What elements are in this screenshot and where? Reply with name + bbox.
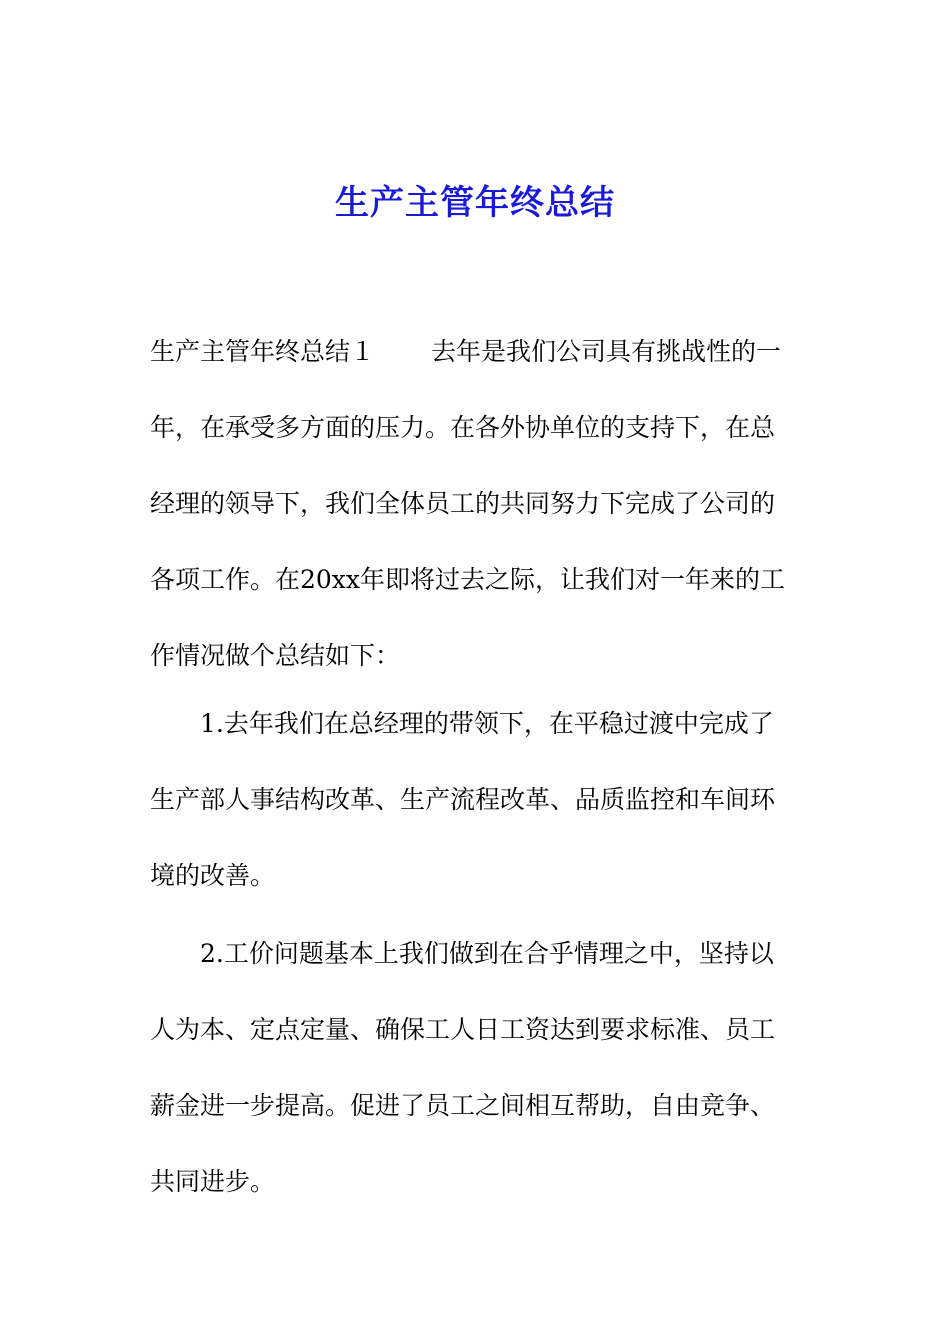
paragraph-line: 2.工价问题基本上我们做到在合乎情理之中，坚持以 [150,939,774,968]
paragraph-line: 1.去年我们在总经理的带领下，在平稳过渡中完成了 [150,709,774,738]
paragraph-2 [150,686,800,914]
paragraph-line [150,314,800,390]
paragraph-line: 人为本、定点定量、确保工人日工资达到要求标准、员工 [150,1015,776,1044]
section-heading: 生产主管年终总结１ [150,337,376,366]
paragraph-3 [150,916,800,1220]
paragraph-line: 年，在承受多方面的压力。在各外协单位的支持下，在总 [150,413,776,442]
paragraph-line: 生产部人事结构改革、生产流程改革、品质监控和车间环 [150,785,776,814]
paragraph-line: 共同进步。 [150,1167,276,1196]
paragraph-line: 各项工作。在20xx年即将过去之际，让我们对一年来的工 [150,565,786,594]
paragraph-line: 薪金进一步提高。促进了员工之间相互帮助，自由竞争、 [150,1091,776,1120]
document-title: 生产主管年终总结 [335,183,615,223]
paragraph-line: 境的改善。 [150,861,276,890]
paragraph-line: 经理的领导下，我们全体员工的共同努力下完成了公司的 [150,489,776,518]
paragraph-1 [150,314,800,694]
paragraph-line: 作情况做个总结如下： [150,641,401,670]
line-text: 去年是我们公司具有挑战性的一 [431,337,782,366]
